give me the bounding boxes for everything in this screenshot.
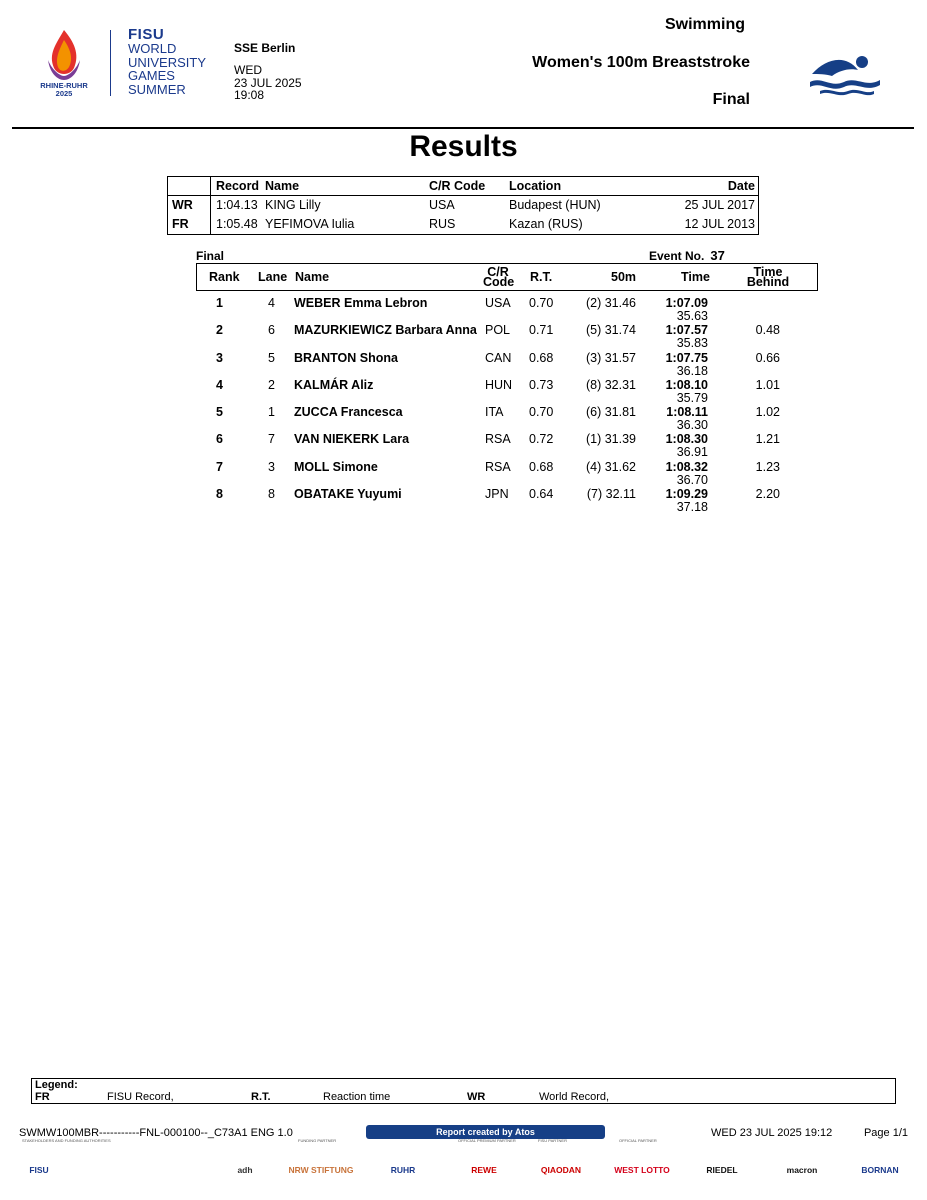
fisu-line: UNIVERSITY (128, 54, 207, 70)
fisu-line: SUMMER (128, 81, 186, 97)
result-rank: 2 (216, 323, 223, 338)
result-split-100m: 37.18 (676, 500, 708, 515)
result-lane: 6 (268, 323, 275, 338)
partner-label: OFFICIAL PREMIUM PARTNER (458, 1138, 516, 1143)
result-split-100m: 36.91 (676, 445, 708, 460)
legend-value-fr: FISU Record, (107, 1091, 174, 1103)
sponsor-logo: FISU (29, 1165, 49, 1175)
sponsor-logo: REWE (471, 1165, 497, 1175)
result-row (196, 405, 818, 432)
record-code: FR (172, 217, 189, 231)
results-header-behind-line-1: Time (753, 265, 783, 279)
result-cr-code: CAN (485, 350, 512, 365)
result-split-50m: (6) 31.81 (585, 405, 636, 420)
record-location: Kazan (RUS) (509, 217, 583, 231)
result-lane: 1 (268, 405, 275, 420)
records-table (167, 176, 759, 235)
records-header-date: Date (727, 179, 755, 193)
result-split-50m: (3) 31.57 (585, 350, 636, 365)
partner-label: FUNDING PARTNER (298, 1138, 337, 1143)
result-name: KALMÁR Aliz (294, 377, 374, 392)
record-location: Budapest (HUN) (509, 198, 601, 212)
legend-key-wr: WR (467, 1091, 486, 1103)
venue: SSE Berlin (234, 41, 296, 55)
result-row (196, 460, 818, 487)
start-datetime (234, 64, 302, 102)
result-time: 1:08.10 (665, 377, 708, 392)
fisu-line: WORLD (128, 41, 177, 56)
result-time: 1:08.30 (665, 432, 708, 447)
result-split-50m: (4) 31.62 (585, 459, 636, 474)
results-header-rt: R.T. (530, 270, 553, 284)
result-time-behind: 0.48 (755, 323, 780, 338)
results-header-50m: 50m (611, 270, 637, 284)
record-row (168, 196, 758, 215)
result-time-behind: 2.20 (755, 487, 780, 502)
sponsor-logo: RIEDEL (706, 1165, 738, 1175)
result-reaction-time: 0.70 (529, 405, 554, 420)
result-row (196, 432, 818, 459)
event-number (649, 248, 725, 263)
result-rank: 1 (216, 296, 223, 310)
result-rank: 8 (216, 487, 223, 502)
result-row (196, 378, 818, 405)
result-row (196, 487, 818, 514)
legend-value-wr: World Record, (539, 1091, 610, 1103)
result-time: 1:07.09 (665, 296, 708, 310)
result-name: MAZURKIEWICZ Barbara Anna (294, 323, 477, 338)
results-header-rank: Rank (209, 270, 240, 284)
result-row (196, 296, 818, 323)
result-split-50m: (2) 31.46 (585, 296, 636, 310)
result-lane: 7 (268, 432, 275, 447)
result-split-50m: (7) 32.11 (586, 487, 636, 502)
result-time: 1:07.57 (665, 323, 708, 338)
results-header-cr-line-2: Code (483, 275, 515, 289)
partner-label: OFFICIAL PARTNER (619, 1138, 657, 1143)
partner-label: FISU PARTNER (538, 1138, 567, 1143)
result-cr-code: RSA (485, 432, 511, 447)
result-split-50m: (1) 31.39 (585, 432, 636, 447)
result-lane: 4 (268, 296, 275, 310)
records-header-cr-code: C/R Code (429, 179, 486, 193)
result-time: 1:09.29 (665, 487, 708, 502)
legend-box (31, 1078, 896, 1104)
result-split-50m: (5) 31.74 (585, 323, 636, 338)
sponsor-logo: NRW STIFTUNG (288, 1165, 354, 1175)
result-name: MOLL Simone (294, 459, 378, 474)
result-time-behind: 1.21 (755, 432, 780, 447)
result-split-100m: 36.18 (676, 363, 708, 378)
records-header-record: Record (216, 179, 260, 193)
result-time-behind: 1.01 (755, 377, 780, 392)
result-split-100m: 35.83 (676, 336, 708, 351)
result-rank: 4 (216, 377, 223, 392)
result-lane: 5 (268, 350, 275, 365)
results-header-lane: Lane (258, 270, 288, 284)
records-header-row (168, 177, 758, 196)
record-date: 25 JUL 2017 (684, 198, 755, 212)
result-name: BRANTON Shona (294, 350, 398, 365)
record-holder: KING Lilly (265, 198, 321, 212)
record-date: 12 JUL 2013 (684, 217, 755, 231)
event-phase: Final (712, 91, 750, 108)
sponsor-logo: RUHR (390, 1165, 416, 1175)
result-reaction-time: 0.73 (529, 377, 554, 392)
results-header-name: Name (295, 270, 330, 284)
record-row (168, 215, 758, 234)
record-code: WR (172, 198, 193, 212)
result-time: 1:08.32 (665, 459, 708, 474)
sponsor-logo: WEST LOTTO (614, 1165, 670, 1175)
record-holder: YEFIMOVA Iulia (265, 217, 355, 231)
rhine-ruhr-2025-logo (30, 26, 98, 98)
sponsor-logo: adh (237, 1165, 253, 1175)
fisu-lines (128, 42, 206, 96)
header-rule (12, 127, 914, 129)
result-lane: 3 (268, 459, 275, 474)
legend-title: Legend: (35, 1079, 78, 1091)
record-time: 1:05.48 (216, 217, 258, 231)
result-reaction-time: 0.68 (529, 459, 554, 474)
result-lane: 8 (268, 487, 275, 502)
result-rank: 5 (216, 405, 223, 420)
result-name: VAN NIEKERK Lara (294, 432, 410, 447)
start-day: WED (234, 63, 262, 77)
result-reaction-time: 0.71 (529, 323, 554, 338)
result-name: OBATAKE Yuyumi (294, 487, 402, 502)
result-cr-code: RSA (485, 459, 511, 474)
result-reaction-time: 0.68 (529, 350, 554, 365)
results-phase-label: Final (196, 249, 225, 263)
result-time: 1:07.75 (665, 350, 708, 365)
result-rank: 6 (216, 432, 223, 447)
header-divider (110, 30, 111, 96)
result-lane: 2 (268, 377, 275, 392)
legend-key-fr: FR (35, 1091, 50, 1103)
result-split-100m: 36.70 (676, 472, 708, 487)
results-header-row (196, 263, 818, 291)
result-rank: 3 (216, 350, 223, 365)
event-name: Women's 100m Breaststroke (532, 54, 750, 71)
start-time: 19:08 (234, 88, 265, 102)
result-cr-code: JPN (485, 487, 509, 502)
results-rows (196, 296, 818, 514)
games-logo-line-2: 2025 (55, 89, 73, 98)
result-row (196, 323, 818, 350)
event-number-value: 37 (710, 248, 725, 263)
result-time: 1:08.11 (666, 405, 708, 420)
result-split-50m: (8) 32.31 (585, 377, 636, 392)
results-header-time-behind (737, 267, 799, 287)
record-cr-code: USA (429, 198, 455, 212)
results-header-behind-line-2: Behind (746, 275, 790, 289)
result-cr-code: USA (485, 296, 511, 310)
start-date: 23 JUL 2025 (234, 75, 302, 90)
records-header-location: Location (509, 179, 562, 193)
result-time-behind: 1.23 (755, 459, 780, 474)
games-logo-line-1: RHINE-RUHR (40, 81, 88, 90)
result-cr-code: ITA (485, 405, 504, 420)
result-cr-code: HUN (485, 377, 513, 392)
results-header-time: Time (681, 270, 710, 284)
result-reaction-time: 0.72 (529, 432, 554, 447)
swimming-pictogram-icon (806, 50, 884, 96)
results-header-cr-code (483, 267, 513, 287)
fisu-wordmark: FISU (128, 26, 165, 43)
records-header-name: Name (265, 179, 300, 193)
event-number-label: Event No. (649, 249, 705, 263)
report-created-banner: Report created by Atos (366, 1125, 605, 1139)
sponsor-logo: macron (786, 1165, 818, 1175)
result-split-100m: 35.79 (676, 390, 708, 405)
page-number: Page 1/1 (863, 1127, 908, 1139)
result-time-behind: 1.02 (755, 405, 780, 420)
fisu-line: GAMES (128, 68, 175, 83)
sponsor-logo: QIAODAN (540, 1165, 582, 1175)
partner-label: STAKEHOLDERS AND FUNDING AUTHORITIES (22, 1138, 111, 1143)
result-name: ZUCCA Francesca (294, 405, 403, 420)
result-split-100m: 35.63 (676, 309, 708, 323)
sport-name: Swimming (664, 16, 745, 33)
result-reaction-time: 0.70 (529, 296, 554, 310)
results-header-cr-line-1: C/R (487, 265, 509, 279)
result-name: WEBER Emma Lebron (294, 296, 428, 310)
result-cr-code: POL (485, 323, 511, 338)
report-code: SWMW100MBR-----------FNL-000100--_C73A1 ENG 1.0 (19, 1127, 293, 1139)
sponsor-logo: BORNAN (861, 1165, 899, 1175)
report-datetime: WED 23 JUL 2025 19:12 (711, 1127, 833, 1139)
result-time-behind: 0.66 (755, 350, 780, 365)
page-title: Results (409, 130, 518, 163)
result-rank: 7 (216, 459, 223, 474)
legend-key-rt: R.T. (251, 1091, 271, 1103)
result-split-100m: 36.30 (676, 418, 708, 433)
legend-value-rt: Reaction time (323, 1091, 391, 1103)
record-time: 1:04.13 (216, 198, 258, 212)
record-cr-code: RUS (429, 217, 456, 231)
result-row (196, 351, 818, 378)
result-reaction-time: 0.64 (529, 487, 554, 502)
